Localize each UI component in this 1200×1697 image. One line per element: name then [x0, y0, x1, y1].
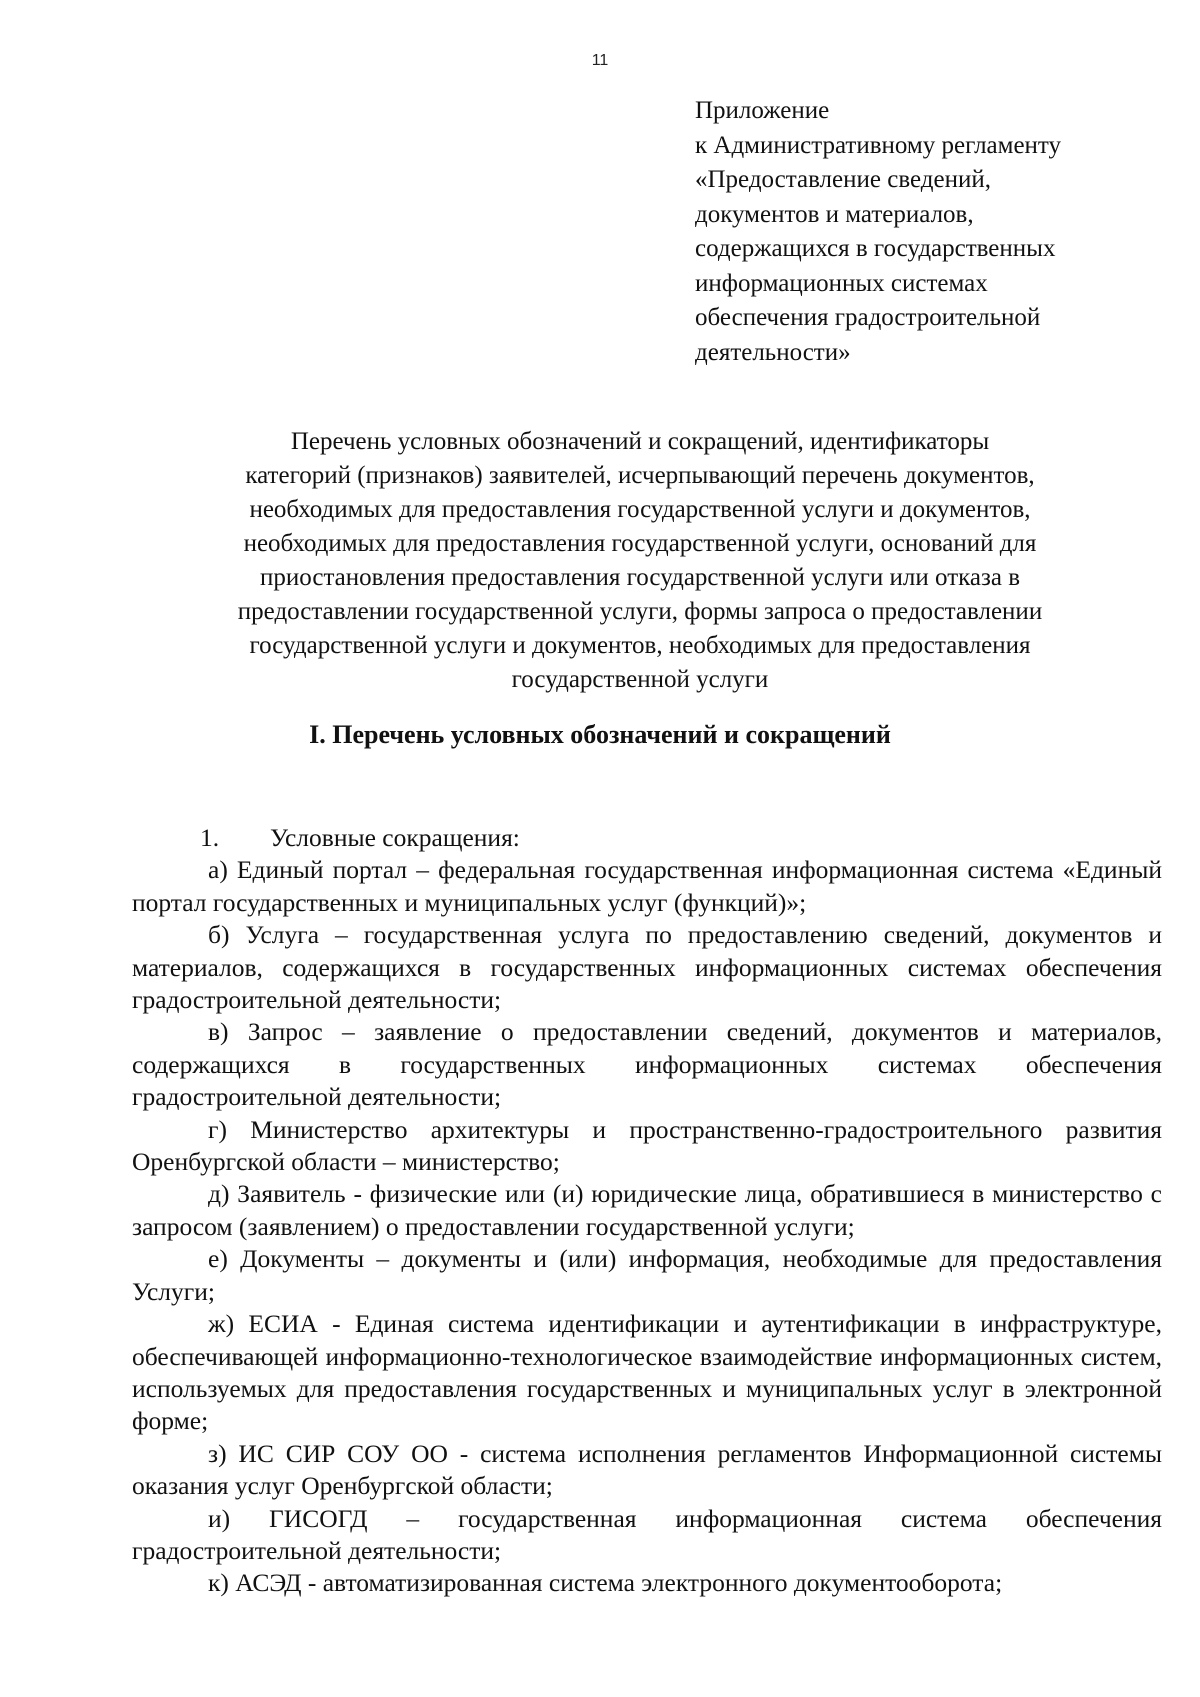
item-number: 1.: [200, 823, 220, 852]
section-body: [132, 822, 1162, 1600]
document-title: [150, 425, 1130, 697]
appendix-block: [695, 94, 1165, 370]
list-item-intro: [132, 822, 1162, 854]
definition-paragraph: и) ГИСОГД – государственная информационная система обеспечения градостроительной деятельности;: [132, 1503, 1162, 1565]
appendix-line: к Административному регламенту: [695, 131, 1062, 159]
title-line: приостановления предоставления государственной услуги или отказа в: [259, 564, 1021, 591]
title-line: необходимых для предоставления государственной услуги и документов,: [249, 496, 1031, 523]
section-heading: I. Перечень условных обозначений и сокращений: [309, 720, 891, 749]
definition-paragraph: а) Единый портал – федеральная государственная информационная система «Единый портал государственных и муниципальных услуг (функций)»;: [132, 855, 1162, 917]
definition-paragraph: е) Документы – документы и (или) информация, необходимые для предоставления Услуги;: [132, 1244, 1162, 1306]
title-line: государственной услуги и документов, необходимых для предоставления: [249, 632, 1031, 659]
page-number: 11: [591, 52, 609, 69]
definition-paragraph: з) ИС СИР СОУ ОО - система исполнения регламентов Информационной системы оказания услуг Оренбургской области;: [132, 1438, 1162, 1501]
appendix-line: содержащихся в государственных: [695, 235, 1056, 262]
definition-paragraph: в) Запрос – заявление о предоставлении сведений, документов и материалов, содержащихся в государственных информационных системах обеспечения градостроительной деятельности;: [132, 1017, 1162, 1112]
appendix-line: обеспечения градостроительной: [695, 304, 1041, 331]
appendix-line: Приложение: [695, 97, 830, 124]
definition-paragraph: ж) ЕСИА - Единая система идентификации и аутентификации в инфраструктуре, обеспечивающей информационно-технологическое взаимодействие информационных систем, используемых для предоставления государственных и муниципальных услуг в электронной форме;: [132, 1309, 1162, 1436]
definition-paragraph: б) Услуга – государственная услуга по предоставлению сведений, документов и материалов, содержащихся в государственных информационных системах обеспечения градостроительной деятельности;: [132, 920, 1162, 1015]
definition-paragraph: г) Министерство архитектуры и пространственно-градостроительного развития Оренбургской области – министерство;: [132, 1114, 1162, 1177]
item-label: Условные сокращения:: [270, 823, 520, 852]
definition-paragraph: к) АСЭД - автоматизированная система электронного документооборота;: [208, 1568, 1003, 1598]
title-line: государственной услуги: [511, 666, 769, 693]
title-line: Перечень условных обозначений и сокращений, идентификаторы: [290, 428, 990, 455]
appendix-line: документов и материалов,: [695, 200, 974, 228]
title-line: необходимых для предоставления государственной услуги, оснований для: [243, 530, 1037, 557]
appendix-line: информационных системах: [695, 269, 988, 297]
appendix-line: «Предоставление сведений,: [695, 166, 991, 193]
title-line: предоставлении государственной услуги, формы запроса о предоставлении: [237, 598, 1043, 625]
appendix-line: деятельности»: [695, 338, 851, 366]
definition-paragraph: д) Заявитель - физические или (и) юридические лица, обратившиеся в министерство с запросом (заявлением) о предоставлении государственной услуги;: [132, 1179, 1162, 1241]
title-line: категорий (признаков) заявителей, исчерпывающий перечень документов,: [245, 462, 1035, 489]
